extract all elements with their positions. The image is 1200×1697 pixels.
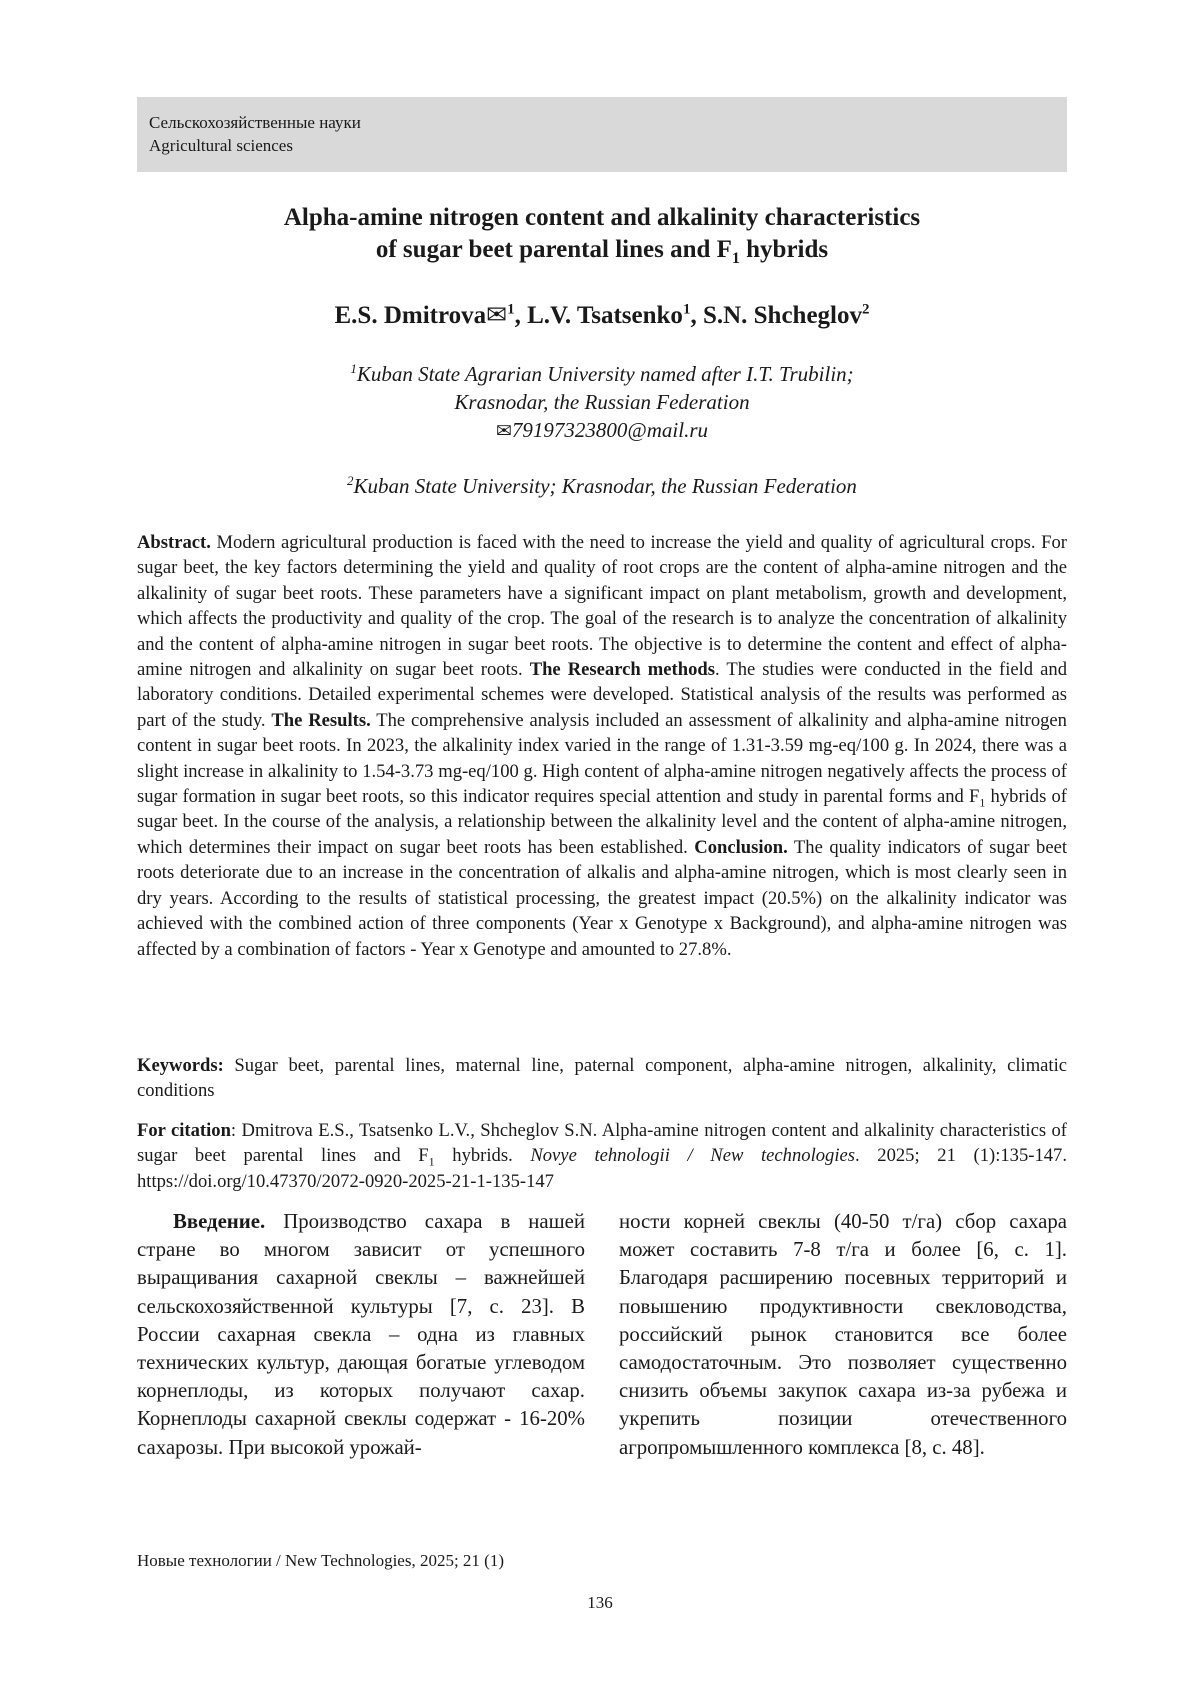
article-title: [137, 202, 1067, 266]
body-column-right: ности корней свеклы (40-50 т/га) сбор сахара может составить 7-8 т/га и более [6, с. 1]. Благодаря расширению посевных территорий и повышению продуктивности свекловодства, российский рынок становится все более самодостаточным. Это позволяет существенно снизить объемы закупок сахара из-за рубежа и укрепить позиции отечественного агропромышленного комплекса [8, с. 48].: [619, 1210, 1067, 1459]
affiliation-1: $^1$Kuban State Agrarian University named after I.T. Trubilin; Krasnodar, the Russian Federation ✉79197323800@mail.ru: [137, 360, 1067, 446]
affiliation-marker: 1: [507, 301, 515, 318]
section-name-en: Agricultural sciences: [149, 136, 293, 155]
envelope-icon: ✉: [486, 302, 508, 329]
affiliation-marker: 1: [682, 301, 691, 318]
section-name-ru: Сельскохозяйственные науки: [149, 113, 361, 132]
citation: For citation: Dmitrova E.S., Tsatsenko L.V., Shcheglov S.N. Alpha-amine nitrogen content and alkalinity characteristics of sugar beet parental lines and $F_1$ hybrids. Novye tehnologii / New technologies. 2025; 21 (1):135-147. https://doi.org/10.47370/2072-0920-2025-21-1-135-147: [137, 1120, 1068, 1192]
title-line-2: of sugar beet parental lines and $F_1$ hybrids: [375, 236, 829, 267]
author-name: E.S. Dmitrova: [334, 302, 487, 329]
author-list: E.S. Dmitrova✉$^1$, L.V. Tsatsenko$^1$, S.N. Shcheglov$^2$: [334, 301, 870, 329]
abstract-label: Abstract.: [137, 532, 211, 553]
page-number: 136: [587, 1593, 613, 1612]
author-name: L.V. Tsatsenko: [527, 302, 683, 329]
author-name: S.N. Shcheglov: [702, 302, 862, 329]
section-header: [137, 97, 1067, 172]
section-heading: Введение.: [173, 1210, 266, 1233]
affiliation-2: $^2$Kuban State University; Krasnodar, the Russian Federation: [347, 473, 857, 498]
abstract: Abstract. Modern agricultural production is faced with the need to increase the yield and quality of agricultural crops. For sugar beet, the key factors determining the yield and quality of root crops are the content of alpha-amine nitrogen and the alkalinity of sugar beet roots. These parameters have a significant impact on plant metabolism, growth and development, which affects the productivity and quality of the crop. The goal of the research is to analyze the concentration of alkalinity and the content of alpha-amine nitrogen in sugar beet roots. The objective is to determine the content and effect of alpha-amine nitrogen and alkalinity on sugar beet roots. The Research methods. The studies were conducted in the field and laboratory conditions. Detailed experimental schemes were developed. Statistical analysis of the results was performed as part of the study. The Results. The comprehensive analysis included an assessment of alkalinity and alpha-amine nitrogen content in sugar beet roots. In 2023, the alkalinity index varied in the range of 1.31-3.59 mg-eq/100 g. In 2024, there was a slight increase in alkalinity to 1.54-3.73 mg-eq/100 g. High content of alpha-amine nitrogen negatively affects the process of sugar formation in sugar beet roots, so this indicator requires special attention and study in parental forms and $F_1$ hybrids of sugar beet. In the course of the analysis, a relationship between the alkalinity level and the content of alpha-amine nitrogen, which determines their impact on sugar beet roots has been established. Conclusion. The quality indicators of sugar beet roots deteriorate due to an increase in the concentration of alkalis and alpha-amine nitrogen, which is most clearly seen in dry years. According to the results of statistical processing, the greatest impact (20.5%) on the alkalinity indicator was achieved with the combined action of three components (Year x Genotype x Background), and alpha-amine nitrogen was affected by a combination of factors - Year x Genotype and amounted to 27.8%.: [137, 532, 1067, 960]
body-column-left: Введение. Производство сахара в нашей стране во многом зависит от успешного выращивания сахарной свеклы – важнейшей сельскохозяйственной культуры [7, с. 23]. В России сахарная свекла – одна из главных технических культур, дающая богатые углеводом корнеплоды, из которых получают сахар. Корнеплоды сахарной свеклы содержат - 16-20% сахарозы. При высокой урожай-: [137, 1210, 585, 1459]
affiliation-marker: 2: [862, 301, 870, 318]
keywords: Keywords: Sugar beet, parental lines, maternal line, paternal component, alpha-amine nitrogen, alkalinity, climatic conditions: [137, 1055, 1067, 1102]
envelope-icon: ✉: [496, 421, 512, 442]
title-line-1: Alpha-amine nitrogen content and alkalinity characteristics: [283, 204, 921, 231]
doi-link[interactable]: . 2025; 21 (1):135-147. https://doi.org/10.47370/2072-0920-2025-21-1-135-147: [137, 1145, 1067, 1192]
footer-journal: Новые технологии / New Technologies, 2025; 21 (1): [137, 1551, 505, 1570]
email[interactable]: ✉79197323800@mail.ru: [496, 418, 708, 442]
